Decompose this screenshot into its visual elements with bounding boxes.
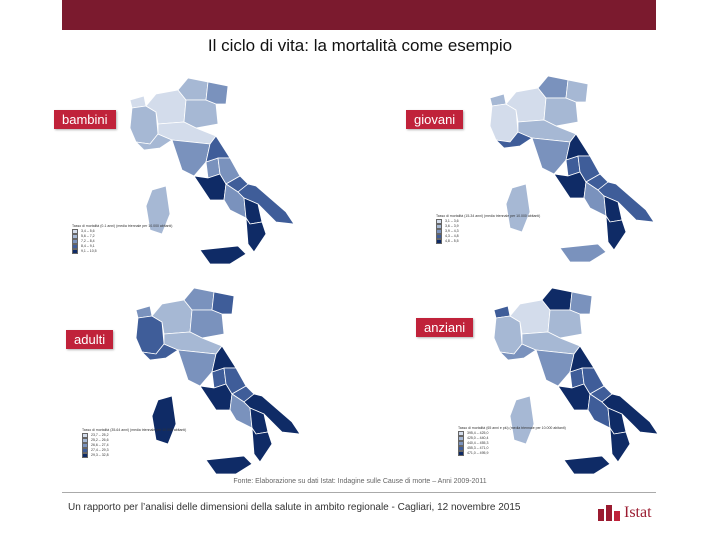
title-main: Il ciclo di vita <box>207 36 305 55</box>
region-friuli-venezia-giulia <box>566 80 588 102</box>
region-toscana <box>172 140 210 176</box>
legend-title: Tasso di mortalità (15-34 anni) (media triennale per 10.000 abitanti) <box>436 214 541 218</box>
legend-label: 3,4 – 5,6 <box>81 229 95 233</box>
istat-logo-icon <box>598 505 620 521</box>
legend-swatch <box>82 453 88 458</box>
region-friuli-venezia-giulia <box>570 292 592 314</box>
legend-label: 23,7 – 25,2 <box>91 433 109 437</box>
top-banner <box>62 0 656 30</box>
legend-label: 425,0 – 440,4 <box>467 436 489 440</box>
label-adulti: adulti <box>66 330 113 349</box>
region-lazio <box>194 174 226 200</box>
legend-label: 3,6 – 3,9 <box>445 224 459 228</box>
legend-label: 471,0 – 495,9 <box>467 451 489 455</box>
region-lazio <box>554 172 586 198</box>
footer-divider <box>62 492 656 493</box>
legend-label: 5,6 – 7,2 <box>81 234 95 238</box>
legend-bambini <box>72 224 182 254</box>
legend-label: 9,1 – 10,5 <box>81 249 97 253</box>
region-toscana <box>536 350 574 386</box>
legend-title: Tasso di mortalità (65 anni e più) (media triennale per 10.000 abitanti) <box>458 426 566 430</box>
region-friuli-venezia-giulia <box>212 292 234 314</box>
region-lazio <box>558 384 590 410</box>
panel-bambini <box>60 72 300 277</box>
legend-swatch <box>72 249 78 254</box>
region-sicilia <box>200 246 246 264</box>
label-bambini: bambini <box>54 110 116 129</box>
panel-giovani <box>414 70 660 275</box>
istat-logo <box>598 504 652 522</box>
logo-text: Istat <box>624 504 652 521</box>
legend-label: 3,1 – 3,6 <box>445 219 459 223</box>
region-calabria <box>252 428 272 462</box>
legend-swatch <box>458 451 464 456</box>
label-anziani: anziani <box>416 318 473 337</box>
legend-label: 26,6 – 27,4 <box>91 443 109 447</box>
panel-adulti <box>66 282 306 487</box>
page-title <box>0 36 720 56</box>
legend-label: 4,8 – 5,5 <box>445 239 459 243</box>
region-veneto <box>548 310 582 338</box>
legend-swatch <box>436 239 442 244</box>
region-toscana <box>532 138 570 174</box>
legend-row <box>436 239 546 244</box>
map-giovani <box>420 70 660 275</box>
legend-adulti <box>82 428 192 458</box>
region-sicilia <box>560 244 606 262</box>
region-sicilia <box>564 456 610 474</box>
map-anziani <box>424 282 664 487</box>
legend-label: 395,4 – 425,0 <box>467 431 489 435</box>
region-veneto <box>190 310 224 338</box>
region-friuli-venezia-giulia <box>206 82 228 104</box>
region-toscana <box>178 350 216 386</box>
region-calabria <box>610 428 630 462</box>
legend-label: 7,2 – 8,4 <box>81 239 95 243</box>
region-piemonte <box>490 104 518 142</box>
region-sicilia <box>206 456 252 474</box>
label-giovani: giovani <box>406 110 463 129</box>
region-veneto <box>544 98 578 126</box>
region-calabria <box>246 218 266 252</box>
legend-anziani <box>458 426 568 456</box>
legend-label: 440,4 – 455,3 <box>467 441 489 445</box>
legend-label: 8,4 – 9,1 <box>81 244 95 248</box>
legend-row <box>82 453 192 458</box>
panel-anziani <box>424 282 664 487</box>
title-rest: : la mortalità come esempio <box>304 36 513 55</box>
source-note: Fonte: Elaborazione su dati Istat: Indagine sulle Cause di morte – Anni 2009-2011 <box>233 478 487 485</box>
legend-title: Tasso di mortalità (35-64 anni) (media triennale per 10.000 abitanti) <box>82 428 187 432</box>
region-piemonte <box>136 316 164 354</box>
legend-label: 25,2 – 26,6 <box>91 438 109 442</box>
legend-label: 27,4 – 29,3 <box>91 448 109 452</box>
legend-row <box>72 249 182 254</box>
legend-label: 4,3 – 4,8 <box>445 234 459 238</box>
legend-giovani <box>436 214 546 244</box>
legend-label: 455,3 – 471,0 <box>467 446 489 450</box>
legend-row <box>458 451 568 456</box>
region-lazio <box>200 384 232 410</box>
region-veneto <box>184 100 218 128</box>
legend-label: 3,9 – 4,3 <box>445 229 459 233</box>
legend-title: Tasso di mortalità (0-1 anni) (media triennale per 10.000 abitanti) <box>72 224 173 228</box>
legend-label: 29,3 – 32,8 <box>91 453 109 457</box>
region-calabria <box>606 216 626 250</box>
region-piemonte <box>130 106 158 144</box>
footer-text: Un rapporto per l’analisi delle dimensioni della salute in ambito regionale - Cagliari, 12 novembre 2015 <box>68 502 521 513</box>
region-piemonte <box>494 316 522 354</box>
